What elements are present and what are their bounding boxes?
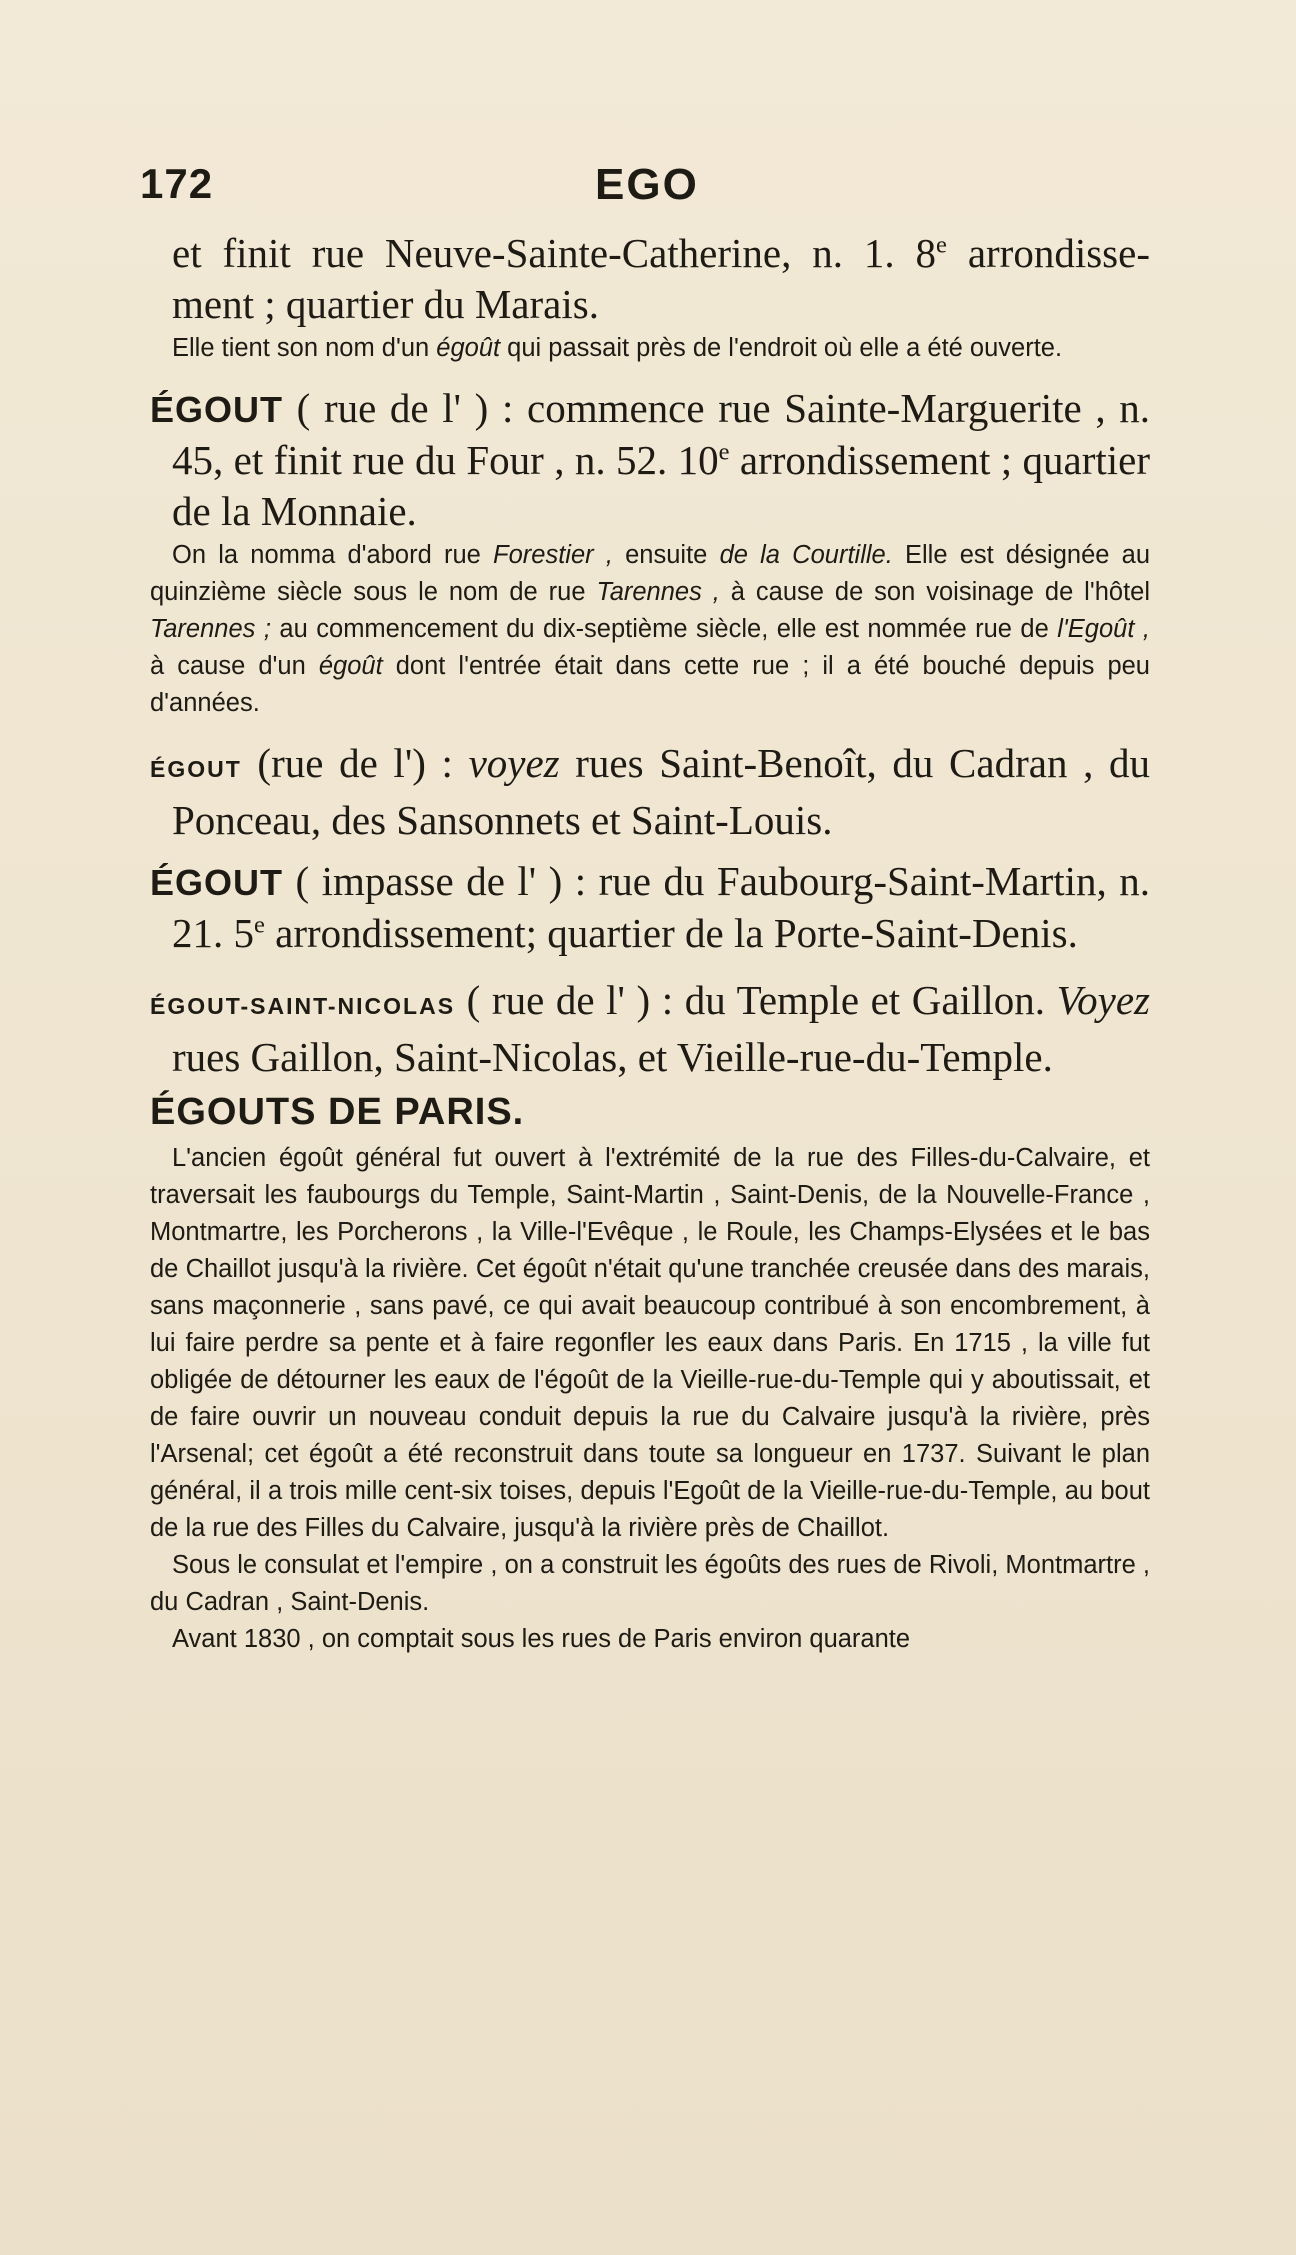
note-italic: l'Egoût , (1057, 615, 1150, 643)
entry-egout-rue-note (150, 537, 1150, 722)
entry-text: rues Gaillon, Saint-Nicolas, et Vieille-rue-du-Temple. (172, 1034, 1053, 1080)
note-italic: Tarennes ; (150, 615, 271, 643)
note-text: à cause d'un (150, 652, 319, 680)
note-italic: de la Courtille. (719, 541, 893, 569)
entry-italic: Voyez (1056, 977, 1150, 1023)
ordinal-sup: e (254, 911, 265, 939)
note-text: au commencement du dix-septième siècle, elle est nommée rue de (270, 615, 1058, 643)
running-head: EGO (595, 160, 699, 209)
continuation-text (150, 228, 1150, 330)
note-text: On la nomma d'abord rue (172, 541, 494, 569)
entry-headword: ÉGOUT (150, 756, 242, 782)
entry-text: ( rue de l' ) : du Temple et Gaillon. (455, 977, 1057, 1023)
note-text: Elle tient son nom d'un (172, 334, 437, 362)
note-text: à cause de son voisinage de l'hôtel (719, 578, 1151, 606)
entry-text: rues Saint-Benoît, du Cadran , du Ponceau, des Sansonnets et Saint-Louis. (172, 740, 1150, 843)
ordinal-sup: e (936, 231, 947, 259)
entry-italic: voyez (468, 740, 560, 786)
note-text: dont l'entrée était dans cette rue ; il a été bouché depuis peu d'années. (150, 652, 1150, 717)
continuation-line1: et finit rue Neuve-Sainte-Catherine, n. 1. 8 (172, 230, 937, 276)
entry-egout-voyez (150, 738, 1150, 846)
continuation-line1-end: arrondisse- (946, 230, 1150, 276)
entry-text: arrondissement; quartier de la Porte-Saint-Denis. (264, 910, 1078, 956)
entry-text: (rue de l') : (241, 740, 469, 786)
section-paragraph-3: Avant 1830 , on comptait sous les rues de Paris environ quarante (172, 1625, 911, 1653)
entry-headword: ÉGOUT (150, 862, 284, 903)
section-title: ÉGOUTS DE PARIS. (150, 1091, 525, 1133)
ordinal-sup: e (718, 438, 730, 466)
note-text: ensuite (612, 541, 720, 569)
continuation-line2: ment ; quartier du Marais. (172, 281, 599, 327)
page-number: 172 (140, 160, 214, 207)
section-paragraph-1: L'ancien égoût général fut ouvert à l'extrémité de la rue des Filles-du-Calvaire, et traversait les faubourgs du Temple, Saint-Martin , Saint-Denis, de la Nouvelle-France , Montmartre, les Porcherons , la Ville-l'Evêque , le Roule, les Champs-Elysées et le bas de Chaillot jusqu'à la rivière. Cet égoût n'était qu'une tranchée creusée dans des marais, sans maçonnerie , sans pavé, ce qui avait beaucoup contribué à son encombrement, à lui faire perdre sa pente et à faire regonfler les eaux dans Paris. En 1715 , la ville fut obligée de détourner les eaux de l'égoût de la Vieille-rue-du-Temple qui y aboutissait, et de faire ouvrir un nouveau conduit depuis la rue du Calvaire jusqu'à la rivière, près l'Arsenal; cet égoût a été reconstruit dans toute sa longueur en 1737. Suivant le plan général, il a trois mille cent-six toises, depuis l'Egoût de la Vieille-rue-du-Temple, au bout de la rue des Filles du Calvaire, jusqu'à la rivière près de Chaillot. (150, 1144, 1150, 1542)
continuation-note (150, 330, 1150, 367)
entry-text: arrondissement ; quartier de la Monnaie. (172, 437, 1150, 534)
entry-headword: ÉGOUT-SAINT-NICOLAS (150, 993, 456, 1019)
section-paragraph-2: Sous le consulat et l'empire , on a construit les égoûts des rues de Rivoli, Montmartre , du Cadran , Saint-Denis. (150, 1551, 1150, 1616)
note-italic: Forestier , (493, 541, 613, 569)
note-text: qui passait près de l'endroit où elle a été ouverte. (500, 334, 1063, 362)
entry-text: ( rue de l' ) : commence rue Sainte-Marguerite , n. 45, et finit rue du Four , n. 52. 10 (172, 385, 1150, 483)
note-italic: Tarennes , (596, 578, 720, 606)
entry-egout-saint-nicolas (150, 975, 1150, 1083)
note-italic: égoût (318, 652, 383, 680)
note-italic: égoût (436, 334, 501, 362)
entry-text: ( impasse de l' ) : rue du Faubourg-Saint-Martin, n. 21. 5 (172, 858, 1150, 956)
entry-egout-rue (150, 383, 1150, 537)
entry-headword: ÉGOUT (150, 389, 284, 430)
note-text: Elle est désignée au quinzième siècle sous le nom de rue (150, 541, 1151, 606)
page-header (140, 160, 1140, 220)
page-content (150, 228, 1150, 1658)
entry-egout-impasse (150, 856, 1150, 959)
